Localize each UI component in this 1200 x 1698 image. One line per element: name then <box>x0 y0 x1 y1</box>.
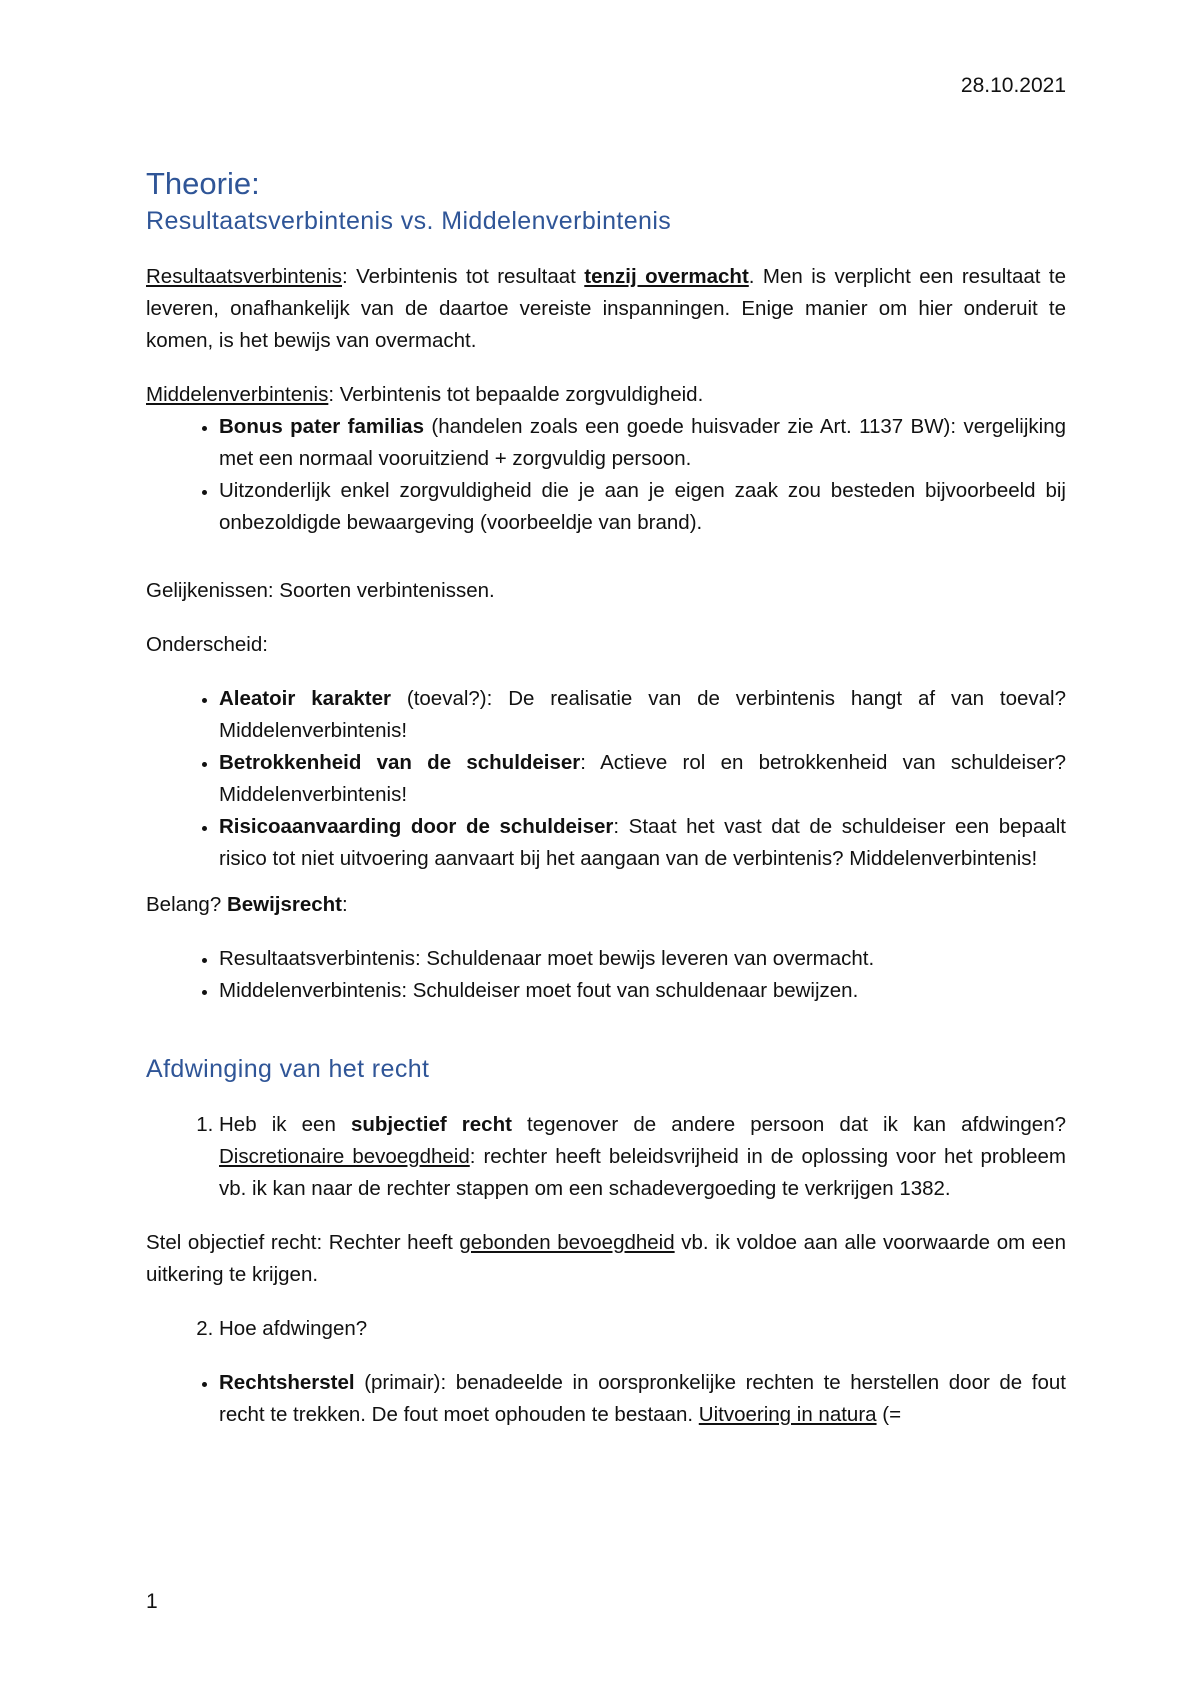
middelen-term: Middelenverbintenis <box>146 383 329 406</box>
header-date: 28.10.2021 <box>960 74 1066 97</box>
middelen-text: : Verbintenis tot bepaalde zorgvuldigheid. <box>328 383 704 406</box>
onderscheid-list <box>146 683 1066 875</box>
list-item <box>219 475 1066 539</box>
rechtsherstel-list <box>146 1367 1066 1431</box>
bullet-text: Uitzonderlijk enkel zorgvuldigheid die je aan je eigen zaak zou besteden bijvoorbeeld bij onbezoldigde bewaargeving (voorbeeldje van brand). <box>219 479 1066 534</box>
bullet-bold: Bonus pater familias <box>219 415 424 438</box>
onderscheid-label: Onderscheid: <box>146 633 268 656</box>
item-bold: Betrokkenheid van de schuldeiser <box>219 751 581 774</box>
belang-bold: Bewijsrecht <box>226 893 343 916</box>
stel-underlined: gebonden bevoegdheid <box>459 1231 675 1254</box>
resultaat-paragraph <box>146 261 1066 357</box>
middelen-paragraph <box>146 379 1066 411</box>
item-text: (toeval?): De realisatie van de verbintenis hangt af van toeval? Middelenverbintenis! <box>219 687 1067 742</box>
list-item: • Middelenverbintenis: Schuldeiser moet fout van schuldenaar bewijzen. <box>219 975 1066 1007</box>
middelen-list <box>146 411 1066 539</box>
belang-suffix: : <box>342 893 348 916</box>
list-item <box>219 1367 1066 1431</box>
afdwinging-list-2 <box>146 1313 1066 1345</box>
item-text: Heb ik een <box>219 1113 351 1136</box>
item-text: (primair): benadeelde in oorspronkelijke rechten te herstellen door de fout recht te trekken. De fout moet ophouden te bestaan. <box>219 1371 1066 1426</box>
afdwinging-list-1 <box>146 1109 1066 1205</box>
belang-prefix: Belang? <box>146 893 227 916</box>
list-item: 2. Hoe afdwingen? <box>219 1313 1066 1345</box>
list-item <box>219 811 1066 875</box>
list-item <box>219 1109 1066 1205</box>
subtitle: Resultaatsverbintenis vs. Middelenverbintenis <box>146 207 672 235</box>
belang-paragraph <box>146 889 1066 921</box>
list-item: • Resultaatsverbintenis: Schuldenaar moet bewijs leveren van overmacht. <box>219 943 1066 975</box>
item-underlined: Uitvoering in natura <box>698 1403 877 1426</box>
item-text: (= <box>876 1403 902 1426</box>
stel-paragraph <box>146 1227 1066 1291</box>
item-bold: subjectief recht <box>350 1113 512 1136</box>
section-heading: Afdwinging van het recht <box>146 1055 430 1083</box>
document-body <box>146 165 1066 1453</box>
item-bold: Aleatoir karakter <box>219 687 391 710</box>
belang-list <box>146 943 1066 1007</box>
item-underlined: Discretionaire bevoegdheid <box>219 1145 470 1168</box>
item-text: : rechter heeft beleidsvrijheid in de oplossing voor het probleem vb. ik kan naar de rechter stappen om een schadevergoeding te verkrijgen 1382. <box>219 1145 1066 1200</box>
list-item <box>219 683 1066 747</box>
item-bold: Rechtsherstel <box>219 1371 355 1394</box>
item-text: : Actieve rol en betrokkenheid van schuldeiser? Middelenverbintenis! <box>219 751 1066 806</box>
resultaat-term: Resultaatsverbintenis <box>146 265 342 288</box>
bullet-text: (handelen zoals een goede huisvader zie Art. 1137 BW): vergelijking met een normaal vooruitziend + zorgvuldig persoon. <box>219 415 1066 470</box>
item-text: : Staat het vast dat de schuldeiser een bepaalt risico tot niet uitvoering aanvaart bij het aangaan van de verbintenis? Middelenverbintenis! <box>219 815 1066 870</box>
resultaat-text1: : Verbintenis tot resultaat <box>342 265 585 288</box>
page-number: 1 <box>146 1590 158 1613</box>
title: Theorie: <box>146 166 260 201</box>
gelijkenissen: Gelijkenissen: Soorten verbintenissen. <box>146 579 495 602</box>
item-bold: Risicoaanvaarding door de schuldeiser <box>219 815 614 838</box>
item-text: tegenover de andere persoon dat ik kan afdwingen? <box>511 1113 1066 1136</box>
resultaat-emph: tenzij overmacht <box>584 265 749 288</box>
stel-text: vb. ik voldoe aan alle voorwaarde om een uitkering te krijgen. <box>146 1231 1066 1286</box>
stel-text: Stel objectief recht: Rechter heeft <box>146 1231 460 1254</box>
resultaat-text2: . Men is verplicht een resultaat te leveren, onafhankelijk van de daartoe vereiste inspanningen. Enige manier om hier onderuit te komen, is het bewijs van overmacht. <box>146 265 1066 352</box>
list-item <box>219 747 1066 811</box>
list-item <box>219 411 1066 475</box>
